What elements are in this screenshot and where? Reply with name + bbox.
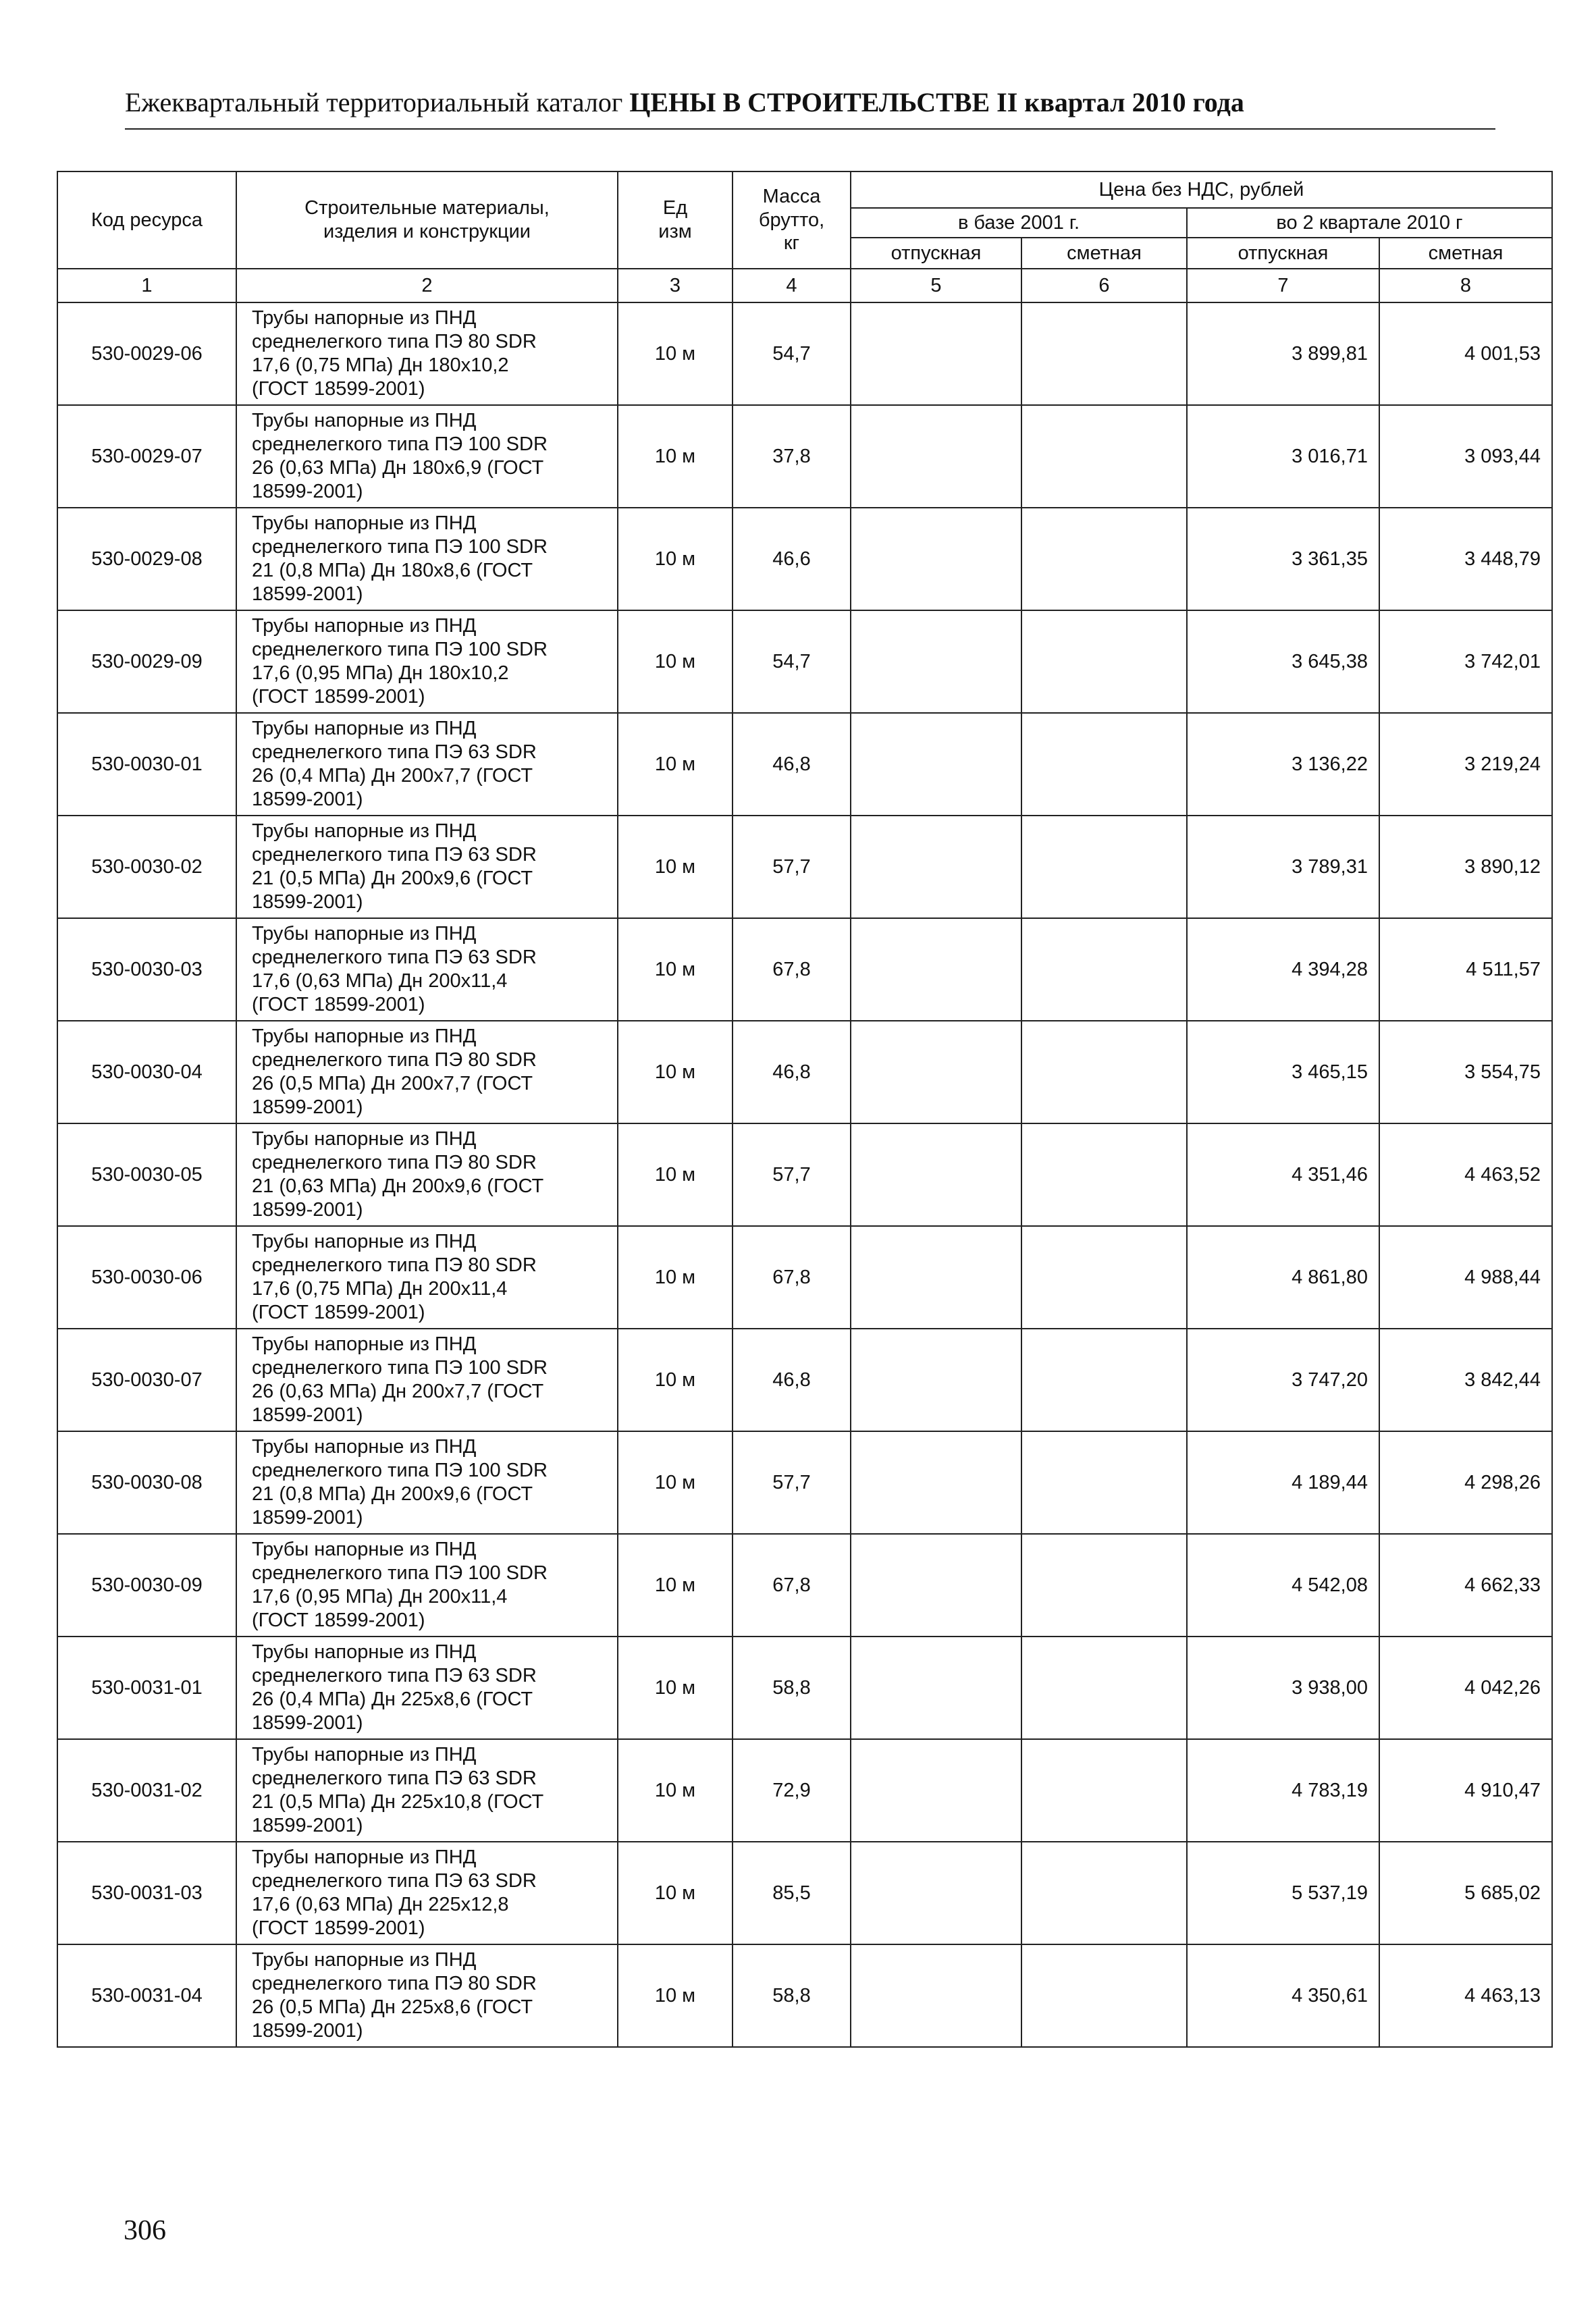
estimate-price-cell: 4 463,52 — [1379, 1123, 1552, 1226]
release-price-cell: 3 938,00 — [1187, 1637, 1379, 1739]
description-line: (ГОСТ 18599-2001) — [252, 993, 425, 1015]
base-release-price-cell — [851, 1329, 1021, 1431]
resource-code-cell: 530-0031-04 — [57, 1944, 236, 2047]
col-header-price: Цена без НДС, рублей — [851, 171, 1552, 208]
description-line: среднелегкого типа ПЭ 63 SDR — [252, 1665, 537, 1687]
description-line: среднелегкого типа ПЭ 80 SDR — [252, 1049, 537, 1071]
table-row — [57, 1329, 1552, 1431]
description-line: 21 (0,8 МПа) Дн 200х9,6 (ГОСТ — [252, 1483, 533, 1505]
description-line: 18599-2001) — [252, 1404, 363, 1426]
resource-code-cell: 530-0030-03 — [57, 918, 236, 1021]
estimate-price-cell: 3 554,75 — [1379, 1021, 1552, 1123]
mass-cell: 67,8 — [733, 1534, 851, 1637]
unit-cell: 10 м — [618, 1534, 733, 1637]
description-cell — [236, 1226, 618, 1329]
description-line: 26 (0,5 МПа) Дн 225х8,6 (ГОСТ — [252, 1996, 533, 2018]
description-line: Трубы напорные из ПНД — [252, 512, 477, 535]
unit-cell: 10 м — [618, 816, 733, 918]
description-line: 17,6 (0,63 МПа) Дн 200х11,4 — [252, 970, 508, 992]
base-release-price-cell — [851, 1534, 1021, 1637]
table-row — [57, 1739, 1552, 1842]
base-estimate-price-cell — [1021, 1637, 1187, 1739]
resource-code-cell: 530-0030-05 — [57, 1123, 236, 1226]
description-line: 18599-2001) — [252, 890, 363, 913]
description-line: Трубы напорные из ПНД — [252, 1846, 477, 1869]
col-header-release-base: отпускная — [851, 238, 1021, 269]
estimate-price-cell: 3 890,12 — [1379, 816, 1552, 918]
description-cell — [236, 816, 618, 918]
description-line: 21 (0,5 МПа) Дн 200х9,6 (ГОСТ — [252, 868, 533, 889]
table-row — [57, 1637, 1552, 1739]
description-line: (ГОСТ 18599-2001) — [252, 377, 425, 400]
header-period: II квартал 2010 года — [990, 87, 1244, 117]
resource-code-cell: 530-0031-03 — [57, 1842, 236, 1944]
description-cell — [236, 1123, 618, 1226]
resource-code-cell: 530-0030-04 — [57, 1021, 236, 1123]
description-line: 18599-2001) — [252, 583, 363, 605]
unit-cell: 10 м — [618, 405, 733, 508]
resource-code-cell: 530-0030-02 — [57, 816, 236, 918]
catalog-header — [125, 86, 1495, 118]
estimate-price-cell: 4 662,33 — [1379, 1534, 1552, 1637]
mass-cell: 54,7 — [733, 302, 851, 405]
estimate-price-cell: 4 910,47 — [1379, 1739, 1552, 1842]
header-title: ЦЕНЫ В СТРОИТЕЛЬСТВЕ — [629, 87, 990, 117]
description-line: среднелегкого типа ПЭ 100 SDR — [252, 1357, 548, 1379]
base-estimate-price-cell — [1021, 610, 1187, 713]
mass-cell: 67,8 — [733, 918, 851, 1021]
estimate-price-cell: 3 448,79 — [1379, 508, 1552, 610]
table-row — [57, 508, 1552, 610]
release-price-cell: 3 361,35 — [1187, 508, 1379, 610]
estimate-price-cell: 3 219,24 — [1379, 713, 1552, 816]
mass-cell: 46,8 — [733, 1329, 851, 1431]
base-estimate-price-cell — [1021, 405, 1187, 508]
mass-cell: 57,7 — [733, 1123, 851, 1226]
description-cell — [236, 1944, 618, 2047]
description-line: 18599-2001) — [252, 1506, 363, 1528]
mass-cell: 57,7 — [733, 816, 851, 918]
estimate-price-cell: 5 685,02 — [1379, 1842, 1552, 1944]
header-prefix: Ежеквартальный территориальный каталог — [125, 87, 630, 117]
mass-cell: 46,8 — [733, 713, 851, 816]
description-line: среднелегкого типа ПЭ 63 SDR — [252, 1870, 537, 1892]
base-release-price-cell — [851, 816, 1021, 918]
description-line: среднелегкого типа ПЭ 80 SDR — [252, 1254, 537, 1277]
description-line: Трубы напорные из ПНД — [252, 1744, 477, 1766]
table-row — [57, 1842, 1552, 1944]
table-row — [57, 1123, 1552, 1226]
table-row — [57, 1944, 1552, 2047]
base-estimate-price-cell — [1021, 1944, 1187, 2047]
page-number: 306 — [124, 2215, 166, 2246]
unit-cell: 10 м — [618, 508, 733, 610]
mass-cell: 57,7 — [733, 1431, 851, 1534]
description-line: (ГОСТ 18599-2001) — [252, 1917, 425, 1939]
release-price-cell: 5 537,19 — [1187, 1842, 1379, 1944]
description-cell — [236, 1637, 618, 1739]
col-header-current: во 2 квартале 2010 г — [1187, 208, 1552, 238]
description-line: Трубы напорные из ПНД — [252, 1026, 477, 1048]
unit-cell: 10 м — [618, 713, 733, 816]
mass-cell: 85,5 — [733, 1842, 851, 1944]
description-line: Трубы напорные из ПНД — [252, 1333, 477, 1356]
description-cell — [236, 302, 618, 405]
resource-code-cell: 530-0030-06 — [57, 1226, 236, 1329]
mass-cell: 54,7 — [733, 610, 851, 713]
table-row — [57, 816, 1552, 918]
description-line: Трубы напорные из ПНД — [252, 923, 477, 945]
description-line: Трубы напорные из ПНД — [252, 820, 477, 843]
release-price-cell: 4 394,28 — [1187, 918, 1379, 1021]
base-release-price-cell — [851, 1842, 1021, 1944]
estimate-price-cell: 3 093,44 — [1379, 405, 1552, 508]
unit-cell: 10 м — [618, 1431, 733, 1534]
column-number-row — [57, 269, 1552, 302]
base-release-price-cell — [851, 1637, 1021, 1739]
description-line: 21 (0,63 МПа) Дн 200х9,6 (ГОСТ — [252, 1175, 544, 1197]
table-row — [57, 610, 1552, 713]
table-body — [57, 302, 1552, 2047]
resource-code-cell: 530-0029-07 — [57, 405, 236, 508]
description-line: 18599-2001) — [252, 1096, 363, 1118]
column-number: 6 — [1021, 269, 1187, 302]
table-row — [57, 302, 1552, 405]
description-line: 17,6 (0,75 МПа) Дн 200х11,4 — [252, 1278, 508, 1300]
unit-cell: 10 м — [618, 1123, 733, 1226]
description-line: 18599-2001) — [252, 480, 363, 502]
resource-code-cell: 530-0031-02 — [57, 1739, 236, 1842]
release-price-cell: 3 899,81 — [1187, 302, 1379, 405]
resource-code-cell: 530-0030-01 — [57, 713, 236, 816]
mass-cell: 58,8 — [733, 1944, 851, 2047]
column-number: 3 — [618, 269, 733, 302]
base-release-price-cell — [851, 1123, 1021, 1226]
description-line: среднелегкого типа ПЭ 63 SDR — [252, 1767, 537, 1790]
release-price-cell: 4 350,61 — [1187, 1944, 1379, 2047]
description-line: 26 (0,4 МПа) Дн 225х8,6 (ГОСТ — [252, 1689, 533, 1710]
table-row — [57, 405, 1552, 508]
description-cell — [236, 1021, 618, 1123]
description-cell — [236, 405, 618, 508]
description-line: 21 (0,5 МПа) Дн 225х10,8 (ГОСТ — [252, 1791, 544, 1813]
release-price-cell: 3 136,22 — [1187, 713, 1379, 816]
col-header-name: Строительные материалы, изделия и конструкции — [236, 171, 618, 269]
description-cell — [236, 1842, 618, 1944]
description-line: среднелегкого типа ПЭ 100 SDR — [252, 639, 548, 661]
table-row — [57, 1431, 1552, 1534]
description-line: 21 (0,8 МПа) Дн 180х8,6 (ГОСТ — [252, 560, 533, 581]
base-release-price-cell — [851, 302, 1021, 405]
base-release-price-cell — [851, 1944, 1021, 2047]
column-number: 5 — [851, 269, 1021, 302]
description-line: Трубы напорные из ПНД — [252, 307, 477, 329]
unit-cell: 10 м — [618, 610, 733, 713]
description-line: Трубы напорные из ПНД — [252, 1949, 477, 1971]
description-line: среднелегкого типа ПЭ 100 SDR — [252, 1460, 548, 1482]
resource-code-cell: 530-0030-08 — [57, 1431, 236, 1534]
unit-cell: 10 м — [618, 1329, 733, 1431]
base-estimate-price-cell — [1021, 1842, 1187, 1944]
col-header-mass: Масса брутто, кг — [733, 171, 851, 269]
mass-cell: 58,8 — [733, 1637, 851, 1739]
description-line: среднелегкого типа ПЭ 100 SDR — [252, 536, 548, 558]
base-release-price-cell — [851, 508, 1021, 610]
mass-cell: 67,8 — [733, 1226, 851, 1329]
description-line: 26 (0,5 МПа) Дн 200х7,7 (ГОСТ — [252, 1073, 533, 1094]
resource-code-cell: 530-0030-07 — [57, 1329, 236, 1431]
unit-cell: 10 м — [618, 1637, 733, 1739]
estimate-price-cell: 4 988,44 — [1379, 1226, 1552, 1329]
base-estimate-price-cell — [1021, 1739, 1187, 1842]
description-line: среднелегкого типа ПЭ 63 SDR — [252, 844, 537, 866]
col-header-unit: Ед изм — [618, 171, 733, 269]
release-price-cell: 4 189,44 — [1187, 1431, 1379, 1534]
column-number: 2 — [236, 269, 618, 302]
base-release-price-cell — [851, 918, 1021, 1021]
base-estimate-price-cell — [1021, 508, 1187, 610]
description-cell — [236, 508, 618, 610]
description-cell — [236, 1329, 618, 1431]
resource-code-cell: 530-0029-06 — [57, 302, 236, 405]
description-line: 18599-2001) — [252, 788, 363, 810]
base-release-price-cell — [851, 610, 1021, 713]
description-line: среднелегкого типа ПЭ 100 SDR — [252, 1562, 548, 1585]
unit-cell: 10 м — [618, 302, 733, 405]
description-cell — [236, 1739, 618, 1842]
description-line: среднелегкого типа ПЭ 63 SDR — [252, 947, 537, 969]
unit-cell: 10 м — [618, 1842, 733, 1944]
description-line: (ГОСТ 18599-2001) — [252, 1301, 425, 1323]
description-line: Трубы напорные из ПНД — [252, 615, 477, 637]
price-table — [57, 171, 1553, 2048]
description-line: (ГОСТ 18599-2001) — [252, 685, 425, 708]
base-release-price-cell — [851, 1431, 1021, 1534]
base-release-price-cell — [851, 1739, 1021, 1842]
release-price-cell: 4 542,08 — [1187, 1534, 1379, 1637]
estimate-price-cell: 3 742,01 — [1379, 610, 1552, 713]
estimate-price-cell: 4 001,53 — [1379, 302, 1552, 405]
mass-cell: 72,9 — [733, 1739, 851, 1842]
description-line: Трубы напорные из ПНД — [252, 1231, 477, 1253]
description-line: 18599-2001) — [252, 1198, 363, 1221]
column-number: 4 — [733, 269, 851, 302]
description-line: 26 (0,63 МПа) Дн 180х6,9 (ГОСТ — [252, 457, 544, 479]
table-row — [57, 918, 1552, 1021]
base-estimate-price-cell — [1021, 1431, 1187, 1534]
base-estimate-price-cell — [1021, 816, 1187, 918]
description-line: 18599-2001) — [252, 1814, 363, 1836]
column-number: 1 — [57, 269, 236, 302]
description-cell — [236, 1534, 618, 1637]
release-price-cell: 3 016,71 — [1187, 405, 1379, 508]
release-price-cell: 4 783,19 — [1187, 1739, 1379, 1842]
base-estimate-price-cell — [1021, 1329, 1187, 1431]
base-estimate-price-cell — [1021, 918, 1187, 1021]
base-release-price-cell — [851, 713, 1021, 816]
unit-cell: 10 м — [618, 1944, 733, 2047]
description-line: 26 (0,63 МПа) Дн 200х7,7 (ГОСТ — [252, 1381, 544, 1402]
col-header-estimate-base: сметная — [1021, 238, 1187, 269]
description-line: 17,6 (0,95 МПа) Дн 200х11,4 — [252, 1586, 508, 1607]
description-line: 26 (0,4 МПа) Дн 200х7,7 (ГОСТ — [252, 765, 533, 787]
base-estimate-price-cell — [1021, 1021, 1187, 1123]
estimate-price-cell: 4 042,26 — [1379, 1637, 1552, 1739]
estimate-price-cell: 4 298,26 — [1379, 1431, 1552, 1534]
table-row — [57, 1534, 1552, 1637]
base-estimate-price-cell — [1021, 1226, 1187, 1329]
mass-cell: 37,8 — [733, 405, 851, 508]
release-price-cell: 3 789,31 — [1187, 816, 1379, 918]
base-release-price-cell — [851, 405, 1021, 508]
description-line: среднелегкого типа ПЭ 80 SDR — [252, 1973, 537, 1995]
estimate-price-cell: 4 463,13 — [1379, 1944, 1552, 2047]
description-line: 17,6 (0,95 МПа) Дн 180х10,2 — [252, 662, 509, 684]
unit-cell: 10 м — [618, 1021, 733, 1123]
resource-code-cell: 530-0029-09 — [57, 610, 236, 713]
description-line: среднелегкого типа ПЭ 80 SDR — [252, 331, 537, 353]
resource-code-cell: 530-0030-09 — [57, 1534, 236, 1637]
resource-code-cell: 530-0029-08 — [57, 508, 236, 610]
description-line: Трубы напорные из ПНД — [252, 410, 477, 432]
mass-cell: 46,6 — [733, 508, 851, 610]
table-row — [57, 1021, 1552, 1123]
base-estimate-price-cell — [1021, 713, 1187, 816]
unit-cell: 10 м — [618, 918, 733, 1021]
description-cell — [236, 713, 618, 816]
description-cell — [236, 610, 618, 713]
table-row — [57, 713, 1552, 816]
col-header-code: Код ресурса — [57, 171, 236, 269]
description-line: среднелегкого типа ПЭ 100 SDR — [252, 433, 548, 456]
description-line: Трубы напорные из ПНД — [252, 1539, 477, 1561]
description-line: (ГОСТ 18599-2001) — [252, 1609, 425, 1631]
unit-cell: 10 м — [618, 1226, 733, 1329]
description-line: Трубы напорные из ПНД — [252, 1128, 477, 1150]
description-line: Трубы напорные из ПНД — [252, 1436, 477, 1458]
base-estimate-price-cell — [1021, 302, 1187, 405]
description-line: 17,6 (0,63 МПа) Дн 225х12,8 — [252, 1894, 509, 1915]
header-divider — [125, 128, 1495, 130]
description-line: Трубы напорные из ПНД — [252, 718, 477, 740]
col-header-release-current: отпускная — [1187, 238, 1379, 269]
mass-cell: 46,8 — [733, 1021, 851, 1123]
release-price-cell: 3 645,38 — [1187, 610, 1379, 713]
col-header-base: в базе 2001 г. — [851, 208, 1187, 238]
resource-code-cell: 530-0031-01 — [57, 1637, 236, 1739]
base-release-price-cell — [851, 1226, 1021, 1329]
unit-cell: 10 м — [618, 1739, 733, 1842]
estimate-price-cell: 3 842,44 — [1379, 1329, 1552, 1431]
description-cell — [236, 1431, 618, 1534]
column-number: 7 — [1187, 269, 1379, 302]
description-line: среднелегкого типа ПЭ 80 SDR — [252, 1152, 537, 1174]
table-row — [57, 1226, 1552, 1329]
description-line: 18599-2001) — [252, 2019, 363, 2042]
description-line: 17,6 (0,75 МПа) Дн 180х10,2 — [252, 354, 509, 376]
base-release-price-cell — [851, 1021, 1021, 1123]
column-number: 8 — [1379, 269, 1552, 302]
description-line: среднелегкого типа ПЭ 63 SDR — [252, 741, 537, 764]
base-estimate-price-cell — [1021, 1123, 1187, 1226]
description-line: Трубы напорные из ПНД — [252, 1641, 477, 1664]
col-header-estimate-current: сметная — [1379, 238, 1552, 269]
description-cell — [236, 918, 618, 1021]
release-price-cell: 4 861,80 — [1187, 1226, 1379, 1329]
release-price-cell: 4 351,46 — [1187, 1123, 1379, 1226]
release-price-cell: 3 465,15 — [1187, 1021, 1379, 1123]
release-price-cell: 3 747,20 — [1187, 1329, 1379, 1431]
base-estimate-price-cell — [1021, 1534, 1187, 1637]
estimate-price-cell: 4 511,57 — [1379, 918, 1552, 1021]
description-line: 18599-2001) — [252, 1711, 363, 1734]
